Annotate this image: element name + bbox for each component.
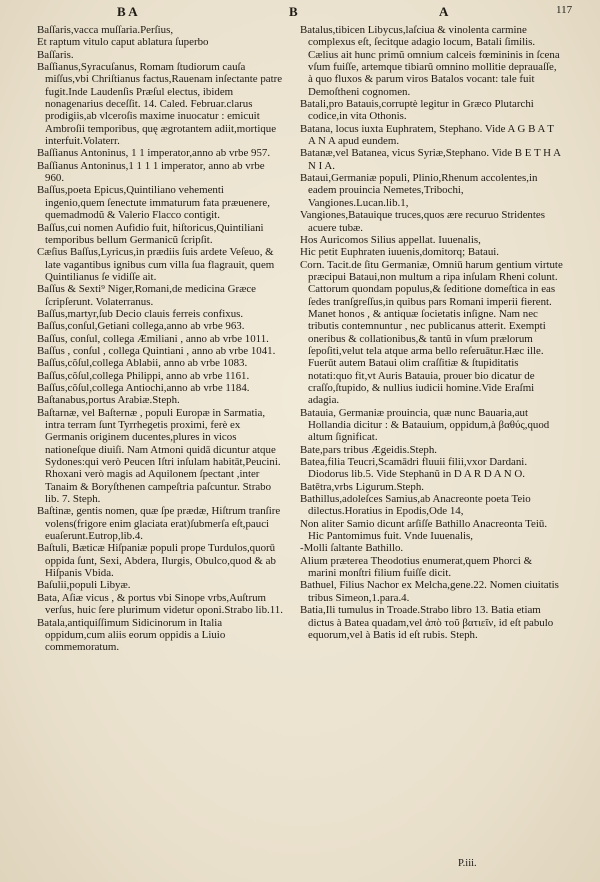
dictionary-entry: Baſſus, conſul, collega Æmiliani , anno ab vrbe 1011. <box>37 332 269 345</box>
running-header <box>0 4 600 22</box>
dictionary-entry: Baſſianus Antoninus,1 1 1 1 imperator, anno ab vrbe 960. <box>37 159 265 185</box>
dictionary-entry: Batali,pro Batauis,corruptè legitur in Græco Plutarchi codice,in vita Othonis. <box>300 98 534 123</box>
dictionary-entry: Vangiones,Batauique truces,quos ære recuruo Stridentes acuere tubæ. <box>300 209 545 234</box>
dictionary-entry: Non aliter Samio dicunt arſiſſe Bathillo Anacreonta Teiū. Hic Pantomimus fuit. Vnde Iuuenalis, <box>300 517 548 543</box>
dictionary-entry: Hic petit Euphraten iuuenis,domitorq; Bataui. <box>300 246 500 259</box>
dictionary-entry: Et raptum vitulo caput ablatura ſuperbo <box>37 36 209 49</box>
dictionary-entry: Bathuel, Filius Nachor ex Melcha,gene.22. Nomen ciuitatis tribus Simeon,1.para.4. <box>300 579 559 604</box>
dictionary-entry: Batauia, Germaniæ prouincia, quæ nunc Bauaria,aut Hollandia dicitur : & Batauium, oppidum,à βαθύς,quod altum ſignificat. <box>300 406 550 444</box>
dictionary-entry: Hos Auricomos Silius appellat. Iuuenalis, <box>300 233 481 246</box>
header-left-letters: B A <box>117 4 138 19</box>
dictionary-entry: Batea,filia Teucri,Scamādri fluuii filii,vxor Dardani. Diodorus lib.5. Vide Stephanũ in D A R D A N O. <box>300 456 528 481</box>
dictionary-entry: Baſulii,populi Libyæ. <box>37 579 131 592</box>
dictionary-entry: Baſſus & Sexti⁹ Niger,Romani,de medicina Græce ſcripſerunt. Volaterranus. <box>37 283 257 308</box>
right-column <box>300 24 563 870</box>
dictionary-entry: Batētra,vrbs Ligurum.Steph. <box>300 480 425 493</box>
dictionary-entry: Baſſus,conſul,Getiani collega,anno ab vrbe 963. <box>37 320 245 333</box>
dictionary-entry: Corn. Tacit.de ſitu Germaniæ, Omniū harum gentium virtute præcipui Bataui,non multum a ripa inſulam Rheni colunt. Cattorum quondam populus,& ſeditione domeſtica in eas ſedes tranſgreſſus,in quibus pars Romani imperii fierent. Manet honos , & antiquæ ſocietatis inſigne. Nam nec tributis contemnuntur , nec publicanus atterit. Exempti oneribus & collationibus,& tantũ in vſum prælorum ſepoſiti,velut tela atque arma bello reſeruātur.Hæc ille. Fuerūt autem Bataui olim craſſitiæ & ſtupiditatis notati:quo fit,vt Auris Batauia, prouer bio dicatur de craſſo,ſtupido, & nullius iudicii homine.Vide Eraſmi adagia. <box>300 258 563 407</box>
dictionary-entry: Bataui,Germaniæ populi, Plinio,Rhenum accolentes,in eadem prouincia Nemetes,Tribochi, Vangiones.Lucan.lib.1, <box>300 172 538 209</box>
page-number: 117 <box>556 4 573 16</box>
dictionary-entry: Batia,Ili tumulus in Troade.Strabo libro 13. Batia etiam dictus à Batea quadam,vel ἀπὸ τοῦ βατιεῖν, id eſt pabulo equorum,vel à Batis id eſt rubis. Steph. <box>300 604 554 641</box>
dictionary-entry: Bathillus,adoleſces Samius,ab Anacreonte poeta Teio dilectus.Horatius in Epodis,Ode 14, <box>300 493 531 518</box>
dictionary-entry: Baſſus,cõſul,collega Antiochi,anno ab vrbe 1184. <box>37 381 250 394</box>
dictionary-entry: Baſſianus,Syracuſanus, Romam ſtudiorum cauſa miſſus,vbi Chriſtianus factus,Rauenam inſectante patre fugit.Inde Laudenſis Præſul electus, ibidem nonagenarius deceſſit. 14. Caled. Februar.clarus prodigiis,ab vlceroſis maxime inuocatur : emicuit Ambroſii temporibus, quę ægrotantem adiit,mortique interfuit.Volaterr. <box>37 61 283 148</box>
dictionary-entry: Baſſaris,vacca muſſaria.Perſius, <box>37 24 174 36</box>
dictionary-entry: Baſtarnæ, vel Baſternæ , populi Europæ in Sarmatia, intra terram ſunt Tyrrhegetis proximi, ferè ex Germanis originem ducentes,plures in vicos nationeſque diuiſi. Nam Atmoni quidā dicuntur atque Sydones:qui verò Peucen Iſtri inſulam habitāt,Peucini. Rhoxani verò magis ad Aquilonem ſpectant ,inter Tanaim & Boryſthenen campeſtria paſcuntur. Strabo lib. 7. Steph. <box>37 406 281 506</box>
dictionary-entry: Batalus,tibicen Libycus,laſciua & vinolenta carmine complexus eſt, ſecitque adagio locum, Batali ſimilis. Cælius ait hunc primũ omnium calceis fœmininis in ſcena vſum fuiſſe, artemque tibiarũ omnino mollitie deprauaſſe, à quo fluxos & parum viros Batalos vocant: tale fuit Demoſtheni cognomen. <box>300 24 560 98</box>
dictionary-entry: -Molli ſaltante Bathillo. <box>300 542 404 555</box>
dictionary-entry: Batanæ,vel Batanea, vicus Syriæ,Stephano. Vide B E T H A N I A. <box>300 147 561 172</box>
dictionary-entry: Batana, locus iuxta Euphratem, Stephano. Vide A G B A T A N A apud eundem. <box>300 122 554 148</box>
dictionary-entry: Alium præterea Theodotius enumerat,quem Phorci & marini monſtri filium fuiſſe dicit. <box>300 554 533 580</box>
signature-mark: P.iii. <box>458 858 477 869</box>
left-column <box>37 24 285 870</box>
dictionary-entry: Batala,antiquiſſimum Sidicinorum in Italia oppidum,cum aliis eorum oppidis a Liuio commemoratum. <box>37 616 226 654</box>
dictionary-entry: Baſſus,cõſul,collega Ablabii, anno ab vrbe 1083. <box>37 357 248 370</box>
header-right-letter: A <box>439 4 449 19</box>
dictionary-entry: Bata, Aſiæ vicus , & portus vbi Sinope vrbs,Auſtrum verſus, huic ſere plurimum videtur oponi.Strabo lib.11. <box>37 591 283 617</box>
dictionary-entry: Baſſus,cui nomen Aufidio fuit, hiſtoricus,Quintiliani temporibus bellum Germanicũ ſcripſit. <box>37 221 264 246</box>
header-center-letter: B <box>289 4 298 19</box>
dictionary-entry: Baſſus,cõſul,collega Philippi, anno ab vrbe 1161. <box>37 369 250 382</box>
dictionary-entry: Baſtanabus,portus Arabiæ.Steph. <box>37 394 180 407</box>
dictionary-entry: Baſſus,martyr,ſub Decio clauis ferreis confixus. <box>37 307 244 320</box>
dictionary-entry: Baſtuli, Bæticæ Hiſpaniæ populi prope Turdulos,quorū oppida ſunt, Sexi, Abdera, Ilurgis, Obulco,quod & ab Hiſpanis Vbida. <box>37 542 276 580</box>
dictionary-entry: Bate,pars tribus Ægeidis.Steph. <box>300 443 438 456</box>
dictionary-entry: Cæſius Baſſus,Lyricus,in prædiis ſuis ardete Veſeuo, & late vagantibus ignibus cum villa ſua flagrauit, quem Quintilianus ſe vidiſſe ait. <box>37 246 275 283</box>
dictionary-entry: Baſſaris. <box>37 48 74 61</box>
dictionary-entry: Baſtinæ, gentis nomen, quæ ſpe prædæ, Hiſtrum tranſire volens(frigore enim glaciata erat)ſubmerſa eſt,pauci euaſerunt.Eutrop,lib.4. <box>37 505 281 543</box>
dictionary-entry: Baſſus , conſul , collega Quintiani , anno ab vrbe 1041. <box>37 344 276 357</box>
dictionary-entry: Baſſus,poeta Epicus,Quintiliano vehementi ingenio,quem ſenectute immaturum fata præuenere, quemadmodũ & Valerio Flacco contigit. <box>37 184 270 222</box>
dictionary-entry: Baſſianus Antoninus, 1 1 imperator,anno ab vrbe 957. <box>37 147 271 160</box>
